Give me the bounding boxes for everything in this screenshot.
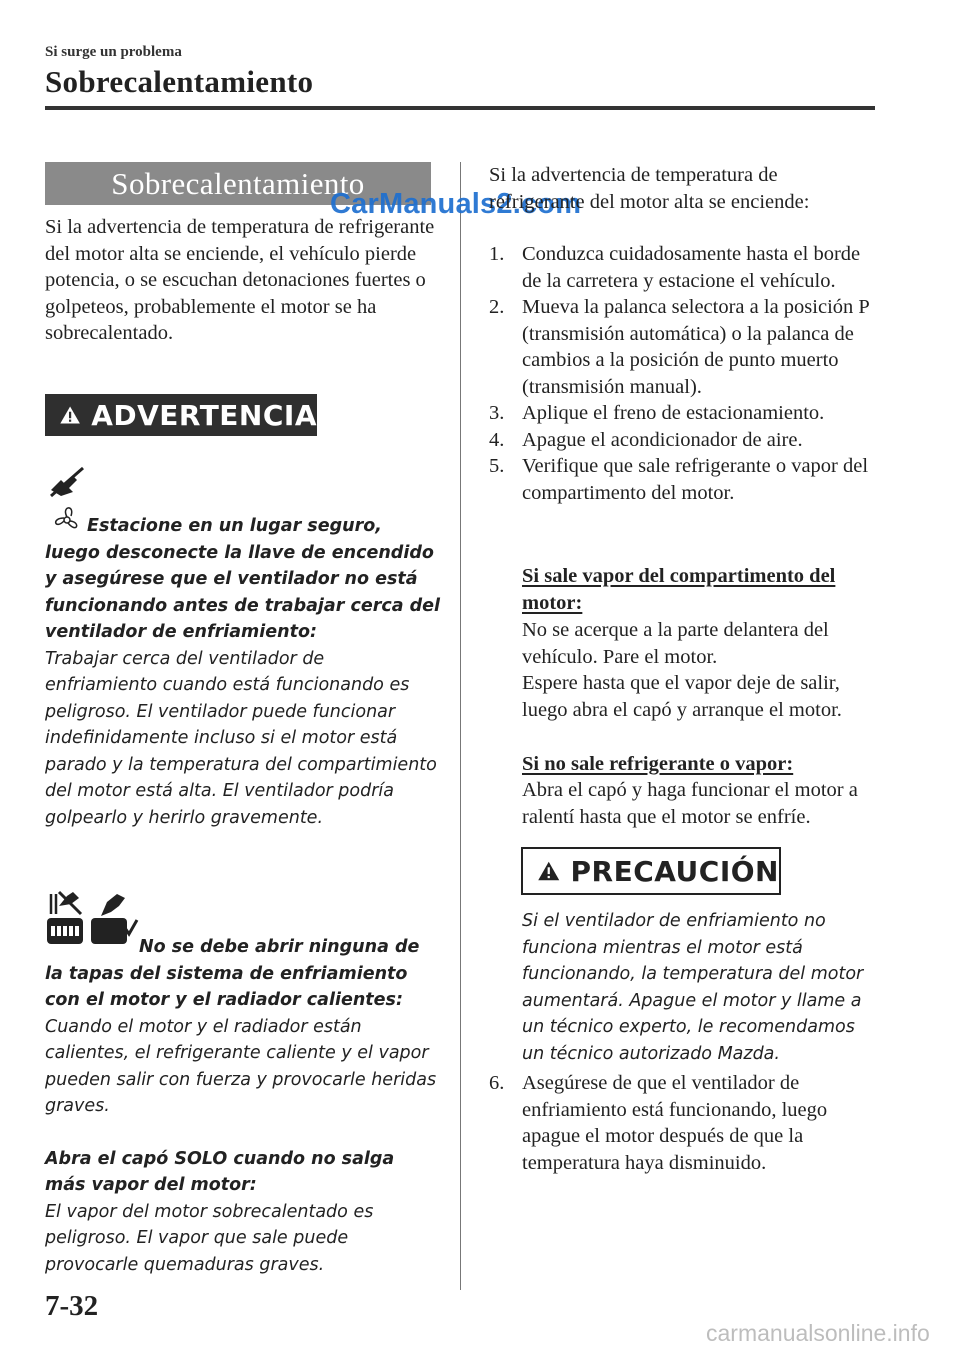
advertencia-label: ADVERTENCIA [91,398,317,432]
precaucion-label: PRECAUCIÓN [570,854,779,888]
right-intro: Si la advertencia de temperatura de refrigerante del motor alta se enciende: [489,164,810,213]
page-title: Sobrecalentamiento [45,64,314,99]
page-number: 7-32 [45,1290,99,1322]
caution-text: Si el ventilador de enfriamiento no funciona mientras el motor está funcionando, la temperatura del motor aumentará. Apague el motor y llame a un técnico experto, le recomendamos un técnico autorizado Mazda. [522,911,864,1064]
warning-1-bold: Estacione en un lugar seguro, luego desconecte la llave de encendido y asegúrese que el ventilador no está funcionando antes de trabajar cerca del ventilador de enfriamiento: [45,516,441,642]
list-item: 1. Conduzca cuidadosamente hasta el borde de la carretera y estacione el vehículo. [489,243,861,292]
warning-2 [45,934,440,1278]
list-item: 5. Verifique que sale refrigerante o vapor del compartimento del motor. [489,455,869,504]
list-item: 6. Asegúrese de que el ventilador de enfriamiento está funcionando, luego apague el motor después de que la temperatura haya disminuido. [489,1072,828,1174]
watermark: CarManuals2.com [330,188,582,220]
advertencia-banner [45,394,317,436]
list-item: 4. Apague el acondicionador de aire. [489,428,803,451]
section-banner: Sobrecalentamiento [45,162,431,205]
steps-list-continued [489,1070,874,1176]
footer-watermark: carmanualsonline.info [706,1320,930,1346]
warning-2-bold: No se debe abrir ninguna de la tapas del sistema de enfriamiento con el motor y el radiador calientes: [45,937,420,1010]
warning-triangle-icon [59,400,81,430]
no-steam-instructions: Abra el capó y haga funcionar el motor a ralentí hasta que el motor se enfríe. [522,779,858,828]
warning-2-text: Cuando el motor y el radiador están calientes, el refrigerante caliente y el vapor pueden salir con fuerza y provocarle heridas graves. [45,1016,437,1116]
steam-instructions: No se acerque a la parte delantera del vehículo. Pare el motor. Espere hasta que el vapor deje de salir, luego abra el capó y arranque el motor. [522,619,842,721]
list-item: 3. Aplique el freno de estacionamiento. [489,402,825,424]
section-label: Si surge un problema [45,44,182,60]
header-rule [45,106,875,110]
subheading-steam: Si sale vapor del compartimento del motor: [522,565,836,614]
warning-1 [45,513,440,831]
precaucion-banner [521,847,781,895]
steps-list [489,241,874,506]
list-item: 2. Mueva la palanca selectora a la posición P (transmisión automática) o la palanca de cambios a la posición de punto muerto (transmisión manual). [489,296,870,398]
subheading-no-steam: Si no sale refrigerante o vapor: [522,753,794,775]
warning-2-text-2: El vapor del motor sobrecalentado es peligroso. El vapor que sale puede provocarle quemaduras graves. [45,1201,374,1275]
column-divider [460,162,461,1290]
intro-paragraph: Si la advertencia de temperatura de refrigerante del motor alta se enciende, el vehículo pierde potencia, o se escuchan detonaciones fuertes o golpeteos, probablemente el motor se ha sobrecalentado. [45,216,435,344]
warning-2-bold-2: Abra el capó SOLO cuando no salga más vapor del motor: [45,1148,395,1195]
caution-triangle-icon [537,854,560,888]
warning-1-text: Trabajar cerca del ventilador de enfriamiento cuando está funcionando es peligroso. El ventilador puede funcionar indefinidamente incluso si el motor está parado y la temperatura del compartimiento del motor está alta. El ventilador podría golpearlo y herirlo gravemente. [45,648,437,828]
